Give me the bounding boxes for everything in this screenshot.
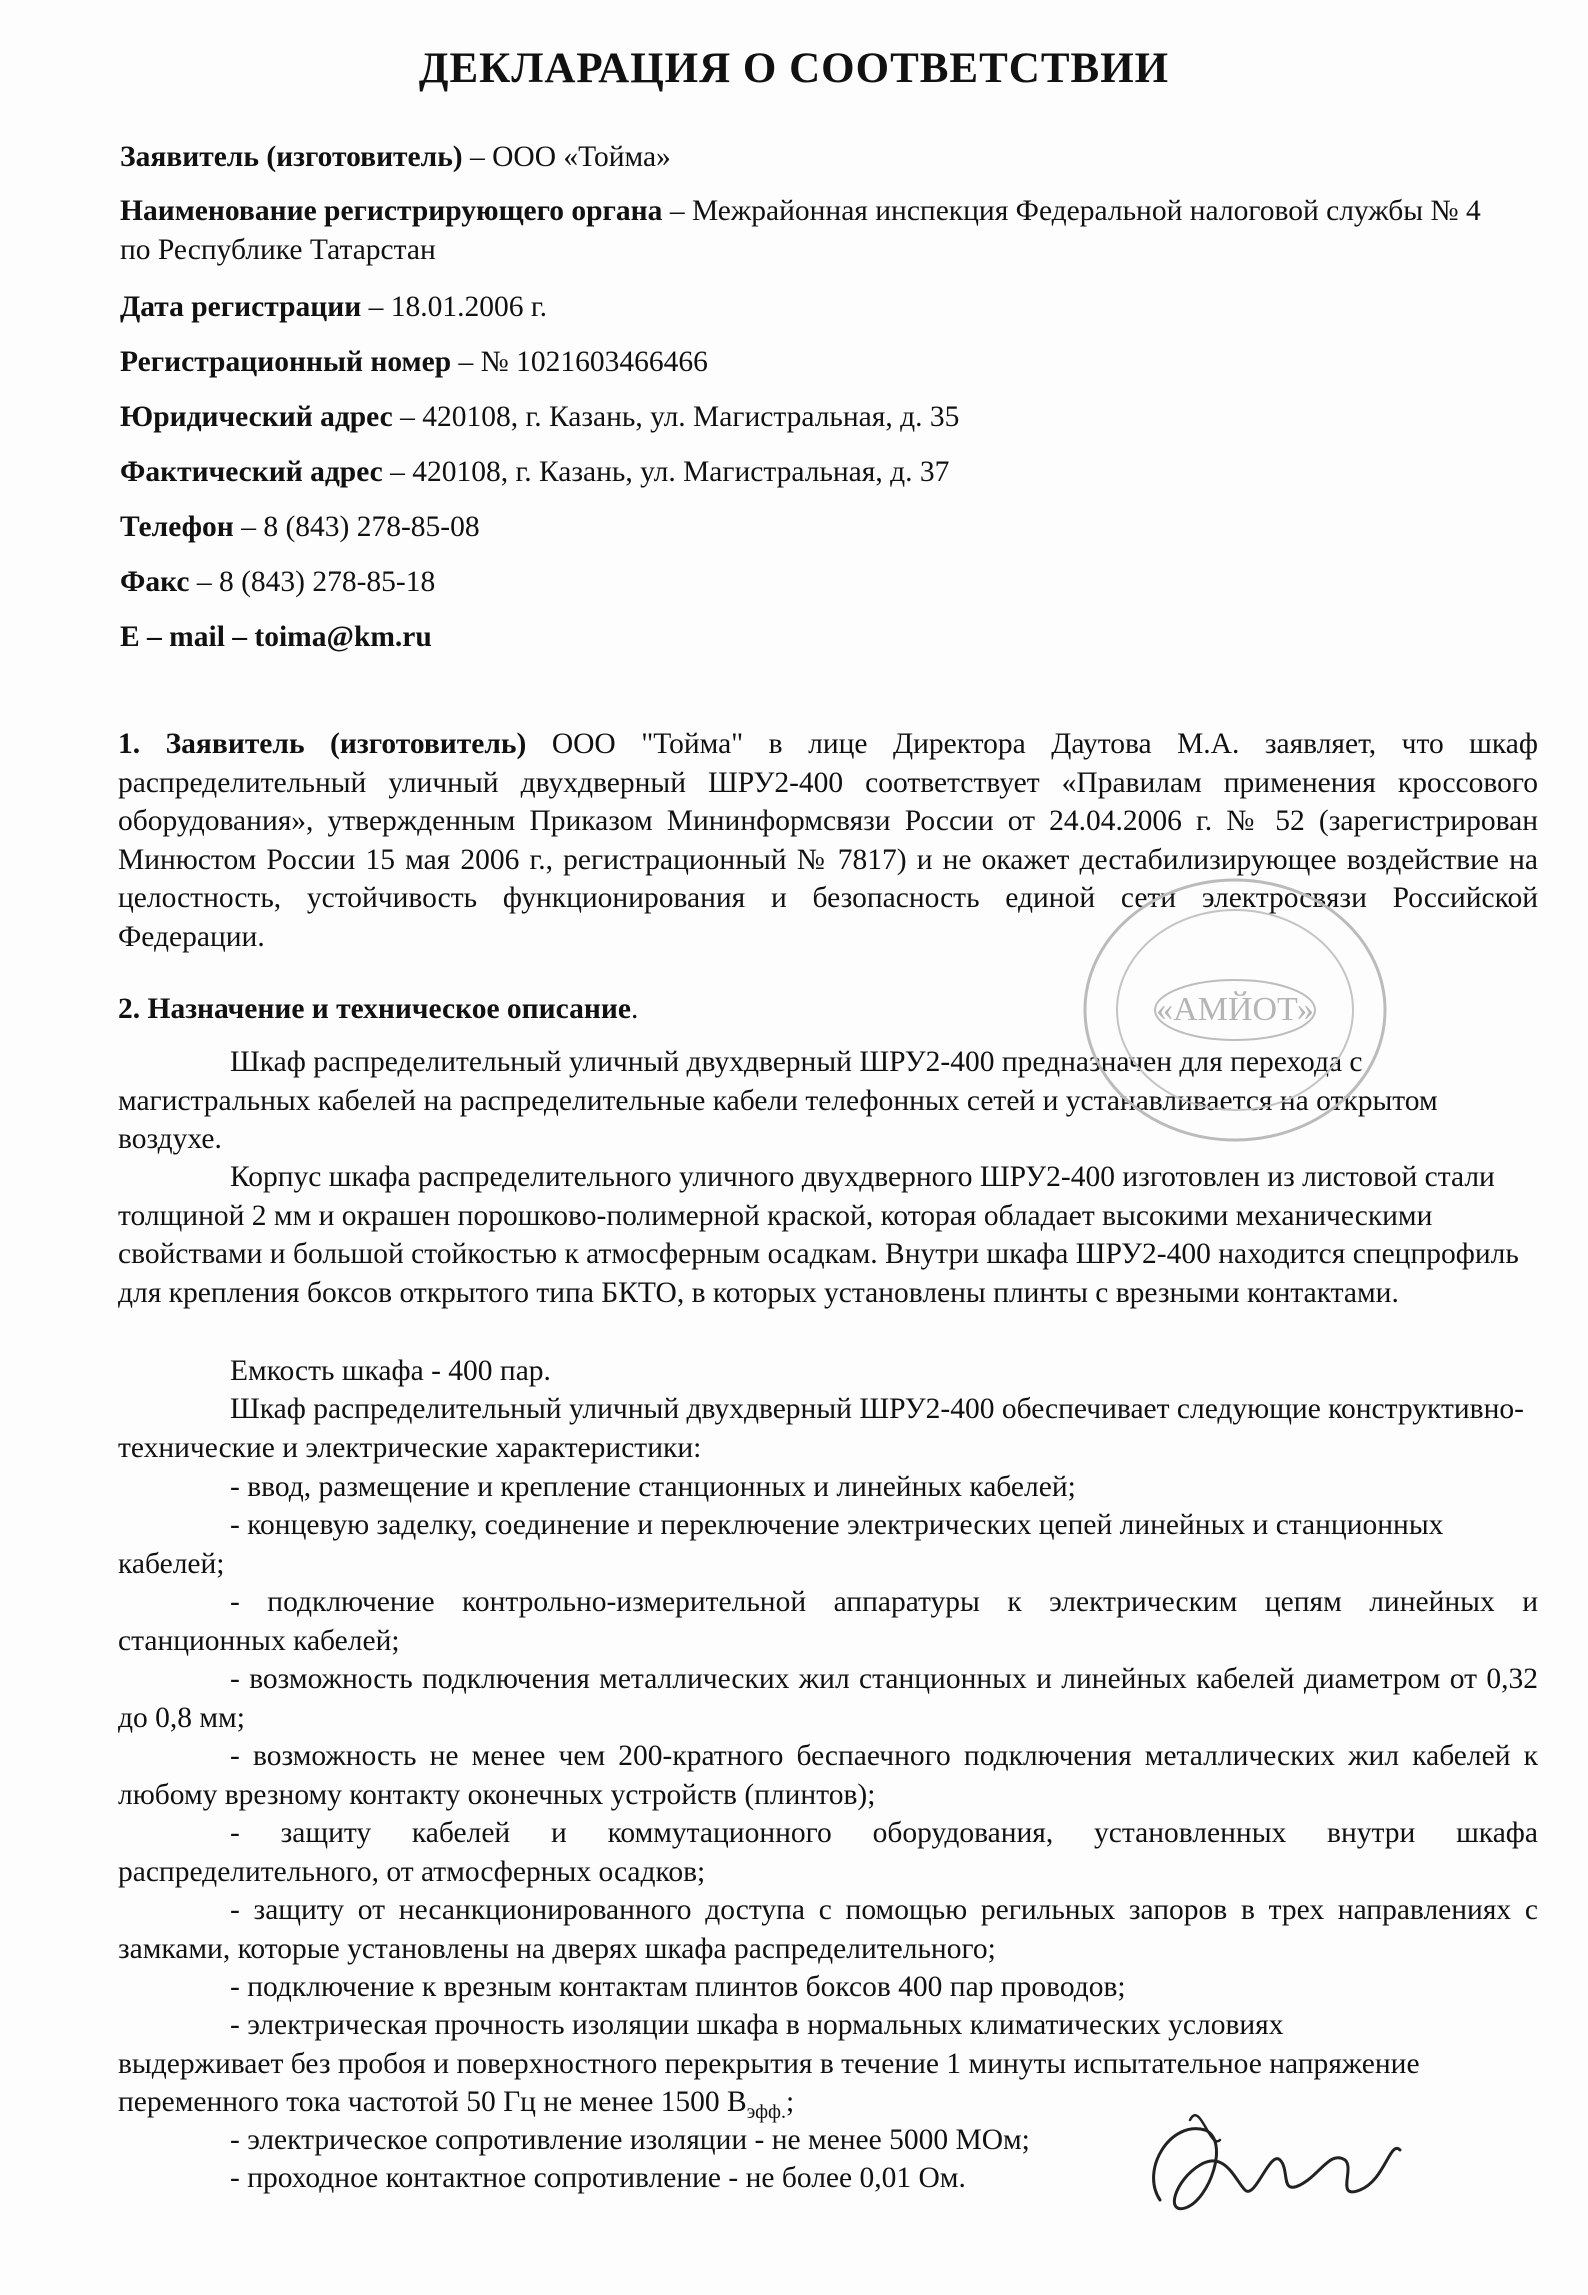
header-reg-date <box>120 288 1500 327</box>
fax-label: Факс <box>120 566 190 598</box>
feature-item: - подключение контрольно-измерительной аппаратуры к электрическим цепям линейных и станционных кабелей; <box>118 1586 1538 1657</box>
registrar-value: Межрайонная инспекция Федеральной налоговой службы № 4 по Республике Татарстан <box>120 195 1481 266</box>
section-2-body: Корпус шкафа распределительного уличного двухдверного ШРУ2-400 изготовлен из листовой стали толщиной 2 мм и окрашен порошково-полимерной краской, которая обладает высокими механическими свойствами и большой стойкостью к атмосферным осадкам. Внутри шкафа ШРУ2-400 находится спецпрофиль для крепления боксов открытого типа БКТО, в которых установлены плинты с врезными контактами. <box>118 1161 1519 1309</box>
feature-item: - возможность подключения металлических жил станционных и линейных кабелей диаметром от 0,32 до 0,8 мм; <box>118 1663 1538 1734</box>
separator: – <box>361 291 391 323</box>
stamp-text: «АМЙОТ» <box>1156 991 1314 1028</box>
phone-value: 8 (843) 278-85-08 <box>263 511 480 543</box>
section-1-lead: 1. Заявитель (изготовитель) <box>118 728 527 760</box>
feature-item: - концевую заделку, соединение и переключение электрических цепей линейных и станционных кабелей; <box>118 1509 1444 1580</box>
header-registrar <box>120 192 1500 270</box>
section-2-features-intro: Шкаф распределительный уличный двухдверный ШРУ2-400 обеспечивает следующие конструктивно-технические и электрические характеристики: <box>118 1393 1524 1464</box>
legal-address-value: 420108, г. Казань, ул. Магистральная, д. 35 <box>422 401 960 433</box>
separator: – <box>462 141 493 173</box>
document-title: ДЕКЛАРАЦИЯ О СООТВЕТСТВИИ <box>418 45 1170 92</box>
separator: – <box>224 621 255 653</box>
header-email <box>120 618 1500 657</box>
separator: – <box>189 566 219 598</box>
header-fax <box>120 563 1500 602</box>
registrar-label: Наименование регистрирующего органа <box>120 195 663 227</box>
header-reg-number <box>120 343 1500 382</box>
reg-number-label: Регистрационный номер <box>120 346 452 378</box>
company-stamp <box>1075 870 1395 1150</box>
actual-address-value: 420108, г. Казань, ул. Магистральная, д. 37 <box>412 456 950 488</box>
section-2-purpose: Шкаф распределительный уличный двухдверный ШРУ2-400 предназначен для перехода с магистральных кабелей на распределительные кабели телефонных сетей и устанавливается на открытом воздухе. <box>118 1046 1438 1155</box>
header-applicant <box>120 138 1500 177</box>
email-label: E – mail <box>120 621 225 653</box>
header-actual-address <box>120 453 1500 492</box>
header-phone <box>120 508 1500 547</box>
actual-address-label: Фактический адрес <box>120 456 383 488</box>
reg-date-label: Дата регистрации <box>120 291 362 323</box>
subscript-eff: эфф. <box>746 2100 786 2123</box>
feature-item: - проходное контактное сопротивление - не более 0,01 Ом. <box>230 2162 966 2194</box>
phone-label: Телефон <box>120 511 234 543</box>
fax-value: 8 (843) 278-85-18 <box>218 566 436 598</box>
section-1-text: ООО "Тойма" в лице Директора Даутова М.А. заявляет, что шкаф распределительный уличный двухдверный ШРУ2-400 соответствует «Правилам применения кроссового оборудования», утвержденным Приказом Мининформсвязи России от 24.04.2006 г. № 52 (зарегистрирован Минюстом России 15 мая 2006 г., регистрационный № 7817) и не окажет дестабилизирующее воздействие на целостность, устойчивость функционирования и безопасность единой сети электросвязи Российской Федерации. <box>118 728 1538 953</box>
email-value: toima@km.ru <box>254 621 432 653</box>
feature-item: - подключение к врезным контактам плинтов боксов 400 пар проводов; <box>230 1971 1126 2003</box>
feature-item-text: - электрическая прочность изоляции шкафа в нормальных климатических условиях выдерживает без пробоя и поверхностного перекрытия в течение 1 минуты испытательное напряжение переменного тока частотой 50 Гц не менее 1500 В <box>118 2009 1420 2118</box>
feature-item: - защиту кабелей и коммутационного оборудования, установленных внутри шкафа распределительного, от атмосферных осадков; <box>118 1817 1538 1888</box>
section-2-heading-text: 2. Назначение и техническое описание <box>118 993 631 1025</box>
separator: – <box>233 511 264 543</box>
applicant-value: ООО «Тойма» <box>492 141 671 173</box>
header-legal-address <box>120 398 1500 437</box>
reg-date-value: 18.01.2006 г. <box>390 291 548 323</box>
heading-dot: . <box>630 993 639 1025</box>
reg-number-value: № 1021603466466 <box>480 346 708 378</box>
separator: – <box>662 195 692 227</box>
legal-address-label: Юридический адрес <box>120 401 393 433</box>
signature <box>1130 2090 1430 2230</box>
feature-item: - ввод, размещение и крепление станционных и линейных кабелей; <box>230 1471 1076 1503</box>
separator: – <box>382 456 413 488</box>
feature-item: - защиту от несанкционированного доступа с помощью регильных запоров в трех направлениях с замками, которые установлены на дверях шкафа распределительного; <box>118 1894 1538 1965</box>
item-end: ; <box>786 2086 795 2118</box>
section-2-capacity: Емкость шкафа - 400 пар. <box>230 1355 551 1387</box>
separator: – <box>451 346 481 378</box>
feature-item: - возможность не менее чем 200-кратного беспаечного подключения металлических жил кабелей к любому врезному контакту оконечных устройств (плинтов); <box>118 1740 1538 1811</box>
feature-item: - электрическое сопротивление изоляции - не менее 5000 МОм; <box>230 2124 1030 2156</box>
separator: – <box>392 401 423 433</box>
applicant-label: Заявитель (изготовитель) <box>120 141 463 173</box>
